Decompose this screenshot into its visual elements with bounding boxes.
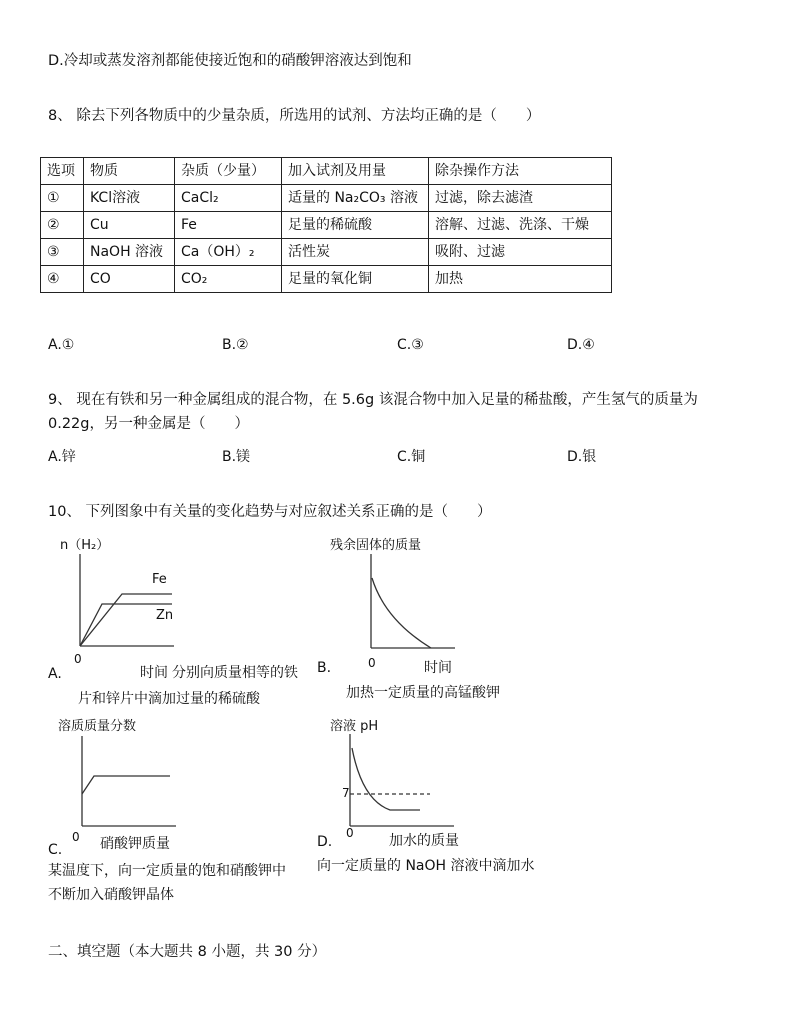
table-cell: Ca（OH）₂	[175, 239, 282, 266]
graph-b-curve	[372, 578, 431, 648]
header-option: 选项	[41, 158, 84, 185]
table-cell: NaOH 溶液	[84, 239, 175, 266]
table-cell: 活性炭	[282, 239, 429, 266]
graph-c-curve	[82, 776, 170, 794]
table-row	[41, 266, 612, 293]
graph-c	[64, 732, 184, 832]
table-cell: KCl溶液	[84, 185, 175, 212]
graph-c-caption1: 某温度下，向一定质量的饱和硝酸钾中	[48, 863, 286, 879]
q9-option-d[interactable]: D.银	[567, 449, 597, 465]
header-substance: 物质	[84, 158, 175, 185]
table-row	[41, 239, 612, 266]
q9-option-a[interactable]: A.锌	[48, 449, 76, 465]
q8-option-a[interactable]: A.①	[48, 337, 75, 353]
graph-d-letter: D.	[317, 834, 333, 850]
graph-d-seven: 7	[342, 786, 350, 800]
graph-a-origin: 0	[74, 652, 82, 666]
header-impurity: 杂质（少量）	[175, 158, 282, 185]
graph-a-ylabel: n（H₂）	[60, 538, 110, 553]
q9-option-c[interactable]: C.铜	[397, 449, 426, 465]
table-cell: Fe	[175, 212, 282, 239]
table-cell: ④	[41, 266, 84, 293]
graph-a-caption1: 分别向质量相等的铁	[172, 665, 298, 681]
table-cell: ①	[41, 185, 84, 212]
table-cell: 加热	[429, 266, 612, 293]
graph-b-origin: 0	[368, 656, 376, 670]
table-cell: 足量的氧化铜	[282, 266, 429, 293]
section-2-heading: 二、填空题（本大题共 8 小题，共 30 分）	[48, 944, 327, 960]
table-cell: 吸附、过滤	[429, 239, 612, 266]
graph-a-letter: A.	[48, 666, 62, 682]
q10-stem: 10、 下列图象中有关量的变化趋势与对应叙述关系正确的是（ ）	[48, 504, 492, 520]
graph-d-curve	[352, 748, 420, 810]
table-row	[41, 185, 612, 212]
graph-d-caption: 向一定质量的 NaOH 溶液中滴加水	[317, 858, 535, 874]
table-cell: ②	[41, 212, 84, 239]
graph-a-xlabel: 时间	[140, 665, 168, 681]
graph-d-xlabel: 加水的质量	[389, 833, 459, 849]
header-method: 除杂操作方法	[429, 158, 612, 185]
graph-c-ylabel: 溶质质量分数	[58, 719, 137, 734]
q8-option-d[interactable]: D.④	[567, 337, 595, 353]
header-reagent: 加入试剂及用量	[282, 158, 429, 185]
graph-d	[330, 730, 460, 835]
graph-c-caption2: 不断加入硝酸钾晶体	[48, 887, 174, 903]
graph-a-caption2: 片和锌片中滴加过量的稀硫酸	[78, 691, 260, 707]
q9-stem-line1: 9、 现在有铁和另一种金属组成的混合物，在 5.6g 该混合物中加入足量的稀盐酸，产生氢气的质量为	[48, 392, 698, 408]
graph-c-letter: C.	[48, 842, 63, 858]
graph-a-fe-label: Fe	[152, 572, 167, 587]
q9-option-b[interactable]: B.镁	[222, 449, 251, 465]
graph-d-origin: 0	[346, 826, 354, 840]
table-cell: CO	[84, 266, 175, 293]
q8-table	[40, 157, 612, 293]
q8-stem: 8、 除去下列各物质中的少量杂质，所选用的试剂、方法均正确的是（ ）	[48, 108, 541, 124]
table-cell: 足量的稀硫酸	[282, 212, 429, 239]
graph-b-letter: B.	[317, 660, 332, 676]
graph-a-zn-label: Zn	[156, 608, 174, 623]
q7-option-d: D.冷却或蒸发溶剂都能使接近饱和的硝酸钾溶液达到饱和	[48, 53, 412, 69]
table-cell: ③	[41, 239, 84, 266]
graph-b-xlabel: 时间	[424, 660, 452, 676]
table-cell: 溶解、过滤、洗涤、干燥	[429, 212, 612, 239]
table-cell: CaCl₂	[175, 185, 282, 212]
table-cell: 适量的 Na₂CO₃ 溶液	[282, 185, 429, 212]
graph-b-ylabel: 残余固体的质量	[330, 538, 422, 553]
table-header-row	[41, 158, 612, 185]
graph-c-origin: 0	[72, 830, 80, 844]
table-cell: CO₂	[175, 266, 282, 293]
graph-b-caption: 加热一定质量的高锰酸钾	[346, 685, 500, 701]
table-row	[41, 212, 612, 239]
table-cell: Cu	[84, 212, 175, 239]
graph-a	[62, 550, 182, 660]
q9-stem-line2: 0.22g，另一种金属是（ ）	[48, 416, 249, 432]
q8-option-b[interactable]: B.②	[222, 337, 249, 353]
q8-option-c[interactable]: C.③	[397, 337, 424, 353]
graph-b	[355, 550, 465, 660]
graph-c-xlabel: 硝酸钾质量	[100, 836, 170, 852]
table-cell: 过滤，除去滤渣	[429, 185, 612, 212]
graph-d-ylabel: 溶液 pH	[330, 719, 379, 734]
